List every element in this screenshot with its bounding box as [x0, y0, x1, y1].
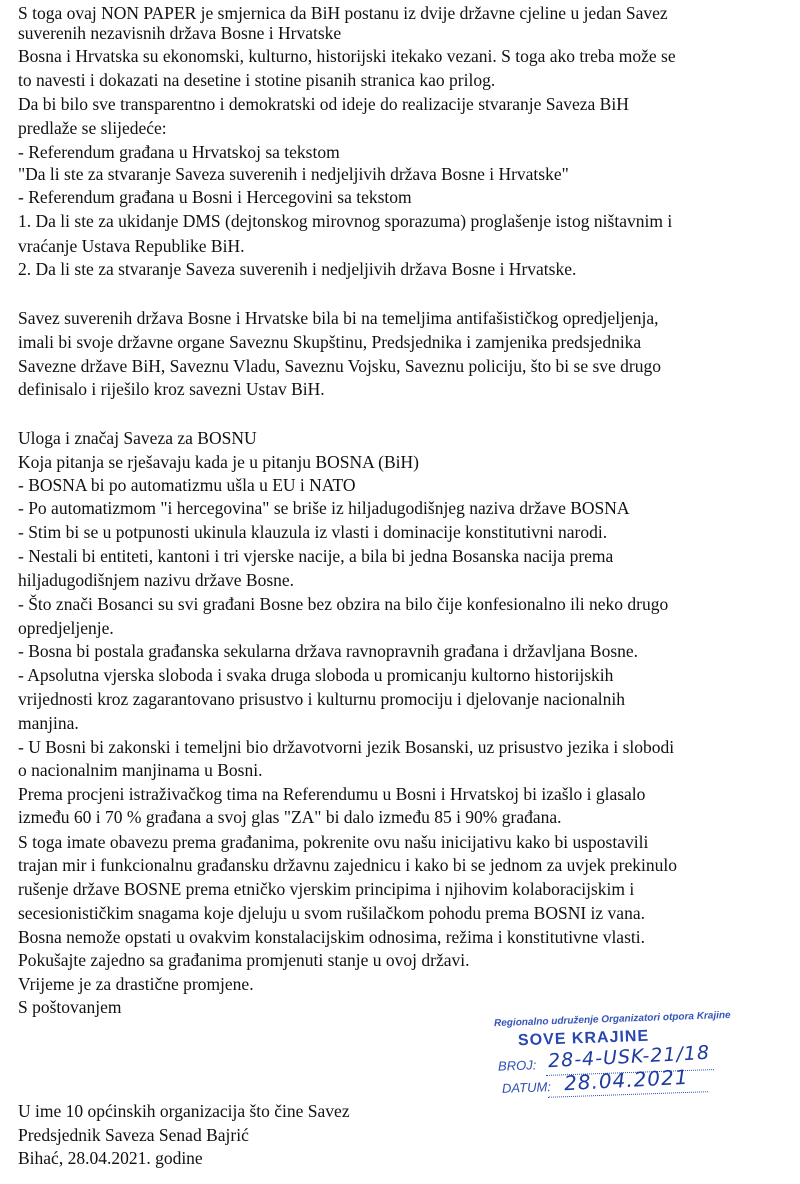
text-line: "Da li ste za stvaranje Saveza suverenih i nedjeljivih država Bosne i Hrvatske" — [18, 164, 569, 184]
text-line: Da bi bilo sve transparentno i demokratski od ideje do realizacije stvaranje Saveza BiH — [18, 94, 629, 114]
text-line: - U Bosni bi zakonski i temeljni bio državotvorni jezik Bosanski, uz prisustvo jezika i slobodi — [18, 737, 675, 757]
text-line: - Apsolutna vjerska sloboda i svaka druga sloboda u promicanju kultorno historijskih — [18, 665, 614, 685]
text-line: Koja pitanja se rješavaju kada je u pitanju BOSNA (BiH) — [18, 452, 419, 472]
text-line: vraćanje Ustava Republike BiH. — [18, 236, 245, 256]
text-line: Vrijeme je za drastične promjene. — [18, 974, 254, 994]
text-line: imali bi svoje državne organe Saveznu Skupštinu, Predsjednika i zamjenika predsjednika — [18, 332, 642, 352]
text-line: - BOSNA bi po automatizmu ušla u EU i NATO — [18, 475, 356, 495]
text-line: definisalo i riješilo kroz savezni Ustav BiH. — [18, 379, 325, 399]
text-line: suverenih nezavisnih država Bosne i Hrvatske — [18, 23, 342, 43]
stamp-name: SOVE KRAJINE — [517, 1027, 650, 1050]
text-line: Bosna nemože opstati u ovakvim konstalacijskim odnosima, režima i konstitutivne vlasti. — [18, 927, 645, 947]
text-line: Savez suverenih država Bosne i Hrvatske bila bi na temeljima antifašističkog opredjeljenja, — [18, 308, 659, 328]
stamp-datum-value: 28.04.2021 — [563, 1064, 690, 1096]
text-line: - Što znači Bosanci su svi građani Bosne bez obzira na bilo čije konfesionalno ili neko drugo — [18, 594, 669, 614]
signature-line: U ime 10 općinskih organizacija što čine Savez — [18, 1101, 350, 1121]
text-line: - Stim bi se u potpunosti ukinula klauzula iz vlasti i dominacije konstitutivni narodi. — [18, 522, 608, 542]
stamp-broj-label: BROJ: — [497, 1057, 537, 1074]
text-line: o nacionalnim manjinama u Bosni. — [18, 760, 263, 780]
text-line: Bosna i Hrvatska su ekonomski, kulturno, historijski itekako vezani. S toga ako treba može se — [18, 46, 676, 66]
text-line: opredjeljenje. — [18, 618, 114, 638]
text-line: predlaže se slijedeće: — [18, 118, 167, 138]
text-line: manjina. — [18, 713, 79, 733]
text-line: 2. Da li ste za stvaranje Saveza suverenih i nedjeljivih država Bosne i Hrvatske. — [18, 259, 577, 279]
stamp-organization: Regionalno udruženje Organizatori otpora Krajine — [493, 1009, 731, 1030]
text-line: trajan mir i funkcionalnu građansku državnu zajednicu i kako bi se jednom za uvjek prekinulo — [18, 855, 677, 875]
text-line: Savezne države BiH, Saveznu Vladu, Saveznu Vojsku, Saveznu policiju, što bi se sve drugo — [18, 356, 662, 376]
text-line: vrijednosti kroz zagarantovano prisustvo i kulturnu promociju i djelovanje nacionalnih — [18, 689, 626, 709]
stamp — [488, 1010, 788, 1102]
signature-line: Predsjednik Saveza Senad Bajrić — [18, 1125, 249, 1145]
text-line: Prema procjeni istraživačkog tima na Referendumu u Bosni i Hrvatskoj bi izašlo i glasalo — [18, 784, 646, 804]
text-line: S toga imate obavezu prema građanima, pokrenite ovu našu inicijativu kako bi uspostavili — [18, 832, 649, 852]
text-line: - Po automatizmom "i hercegovina" se briše iz hiljadugodišnjeg naziva države BOSNA — [18, 498, 630, 518]
text-line: - Referendum građana u Hrvatskoj sa tekstom — [18, 142, 340, 162]
text-line: secesionističkim snagama koje djeluju u svom rušilačkom pohodu prema BOSNI iz vana. — [18, 903, 645, 923]
text-line: - Nestali bi entiteti, kantoni i tri vjerske nacije, a bila bi jedna Bosanska nacija prema — [18, 546, 614, 566]
text-line: Uloga i značaj Saveza za BOSNU — [18, 428, 257, 448]
text-line: između 60 i 70 % građana a svoj glas "ZA" bi dalo između 85 i 90% građana. — [18, 807, 562, 827]
stamp-broj-value: 28-4-USK-21/18 — [547, 1041, 711, 1073]
text-line: hiljadugodišnjem nazivu države Bosne. — [18, 570, 295, 590]
text-line: 1. Da li ste za ukidanje DMS (dejtonskog mirovnog sporazuma) proglašenje istog ništavnim i — [18, 211, 673, 231]
text-line: Pokušajte zajedno sa građanima promjenuti stanje u ovoj državi. — [18, 950, 470, 970]
text-line: to navesti i dokazati na desetine i stotine pisanih stranica kao prilog. — [18, 70, 496, 90]
text-line: - Referendum građana u Bosni i Hercegovini sa tekstom — [18, 187, 412, 207]
text-line: S toga ovaj NON PAPER je smjernica da BiH postanu iz dvije državne cjeline u jedan Savez — [18, 3, 668, 23]
stamp-datum-label: DATUM: — [501, 1079, 552, 1096]
signature-line: Bihać, 28.04.2021. godine — [18, 1148, 203, 1168]
text-line: - Bosna bi postala građanska sekularna država ravnopravnih građana i državljana Bosne. — [18, 641, 639, 661]
text-line: S poštovanjem — [18, 997, 122, 1017]
text-line: rušenje države BOSNE prema etničko vjerskim principima i njihovim kolaboracijskim i — [18, 879, 635, 899]
